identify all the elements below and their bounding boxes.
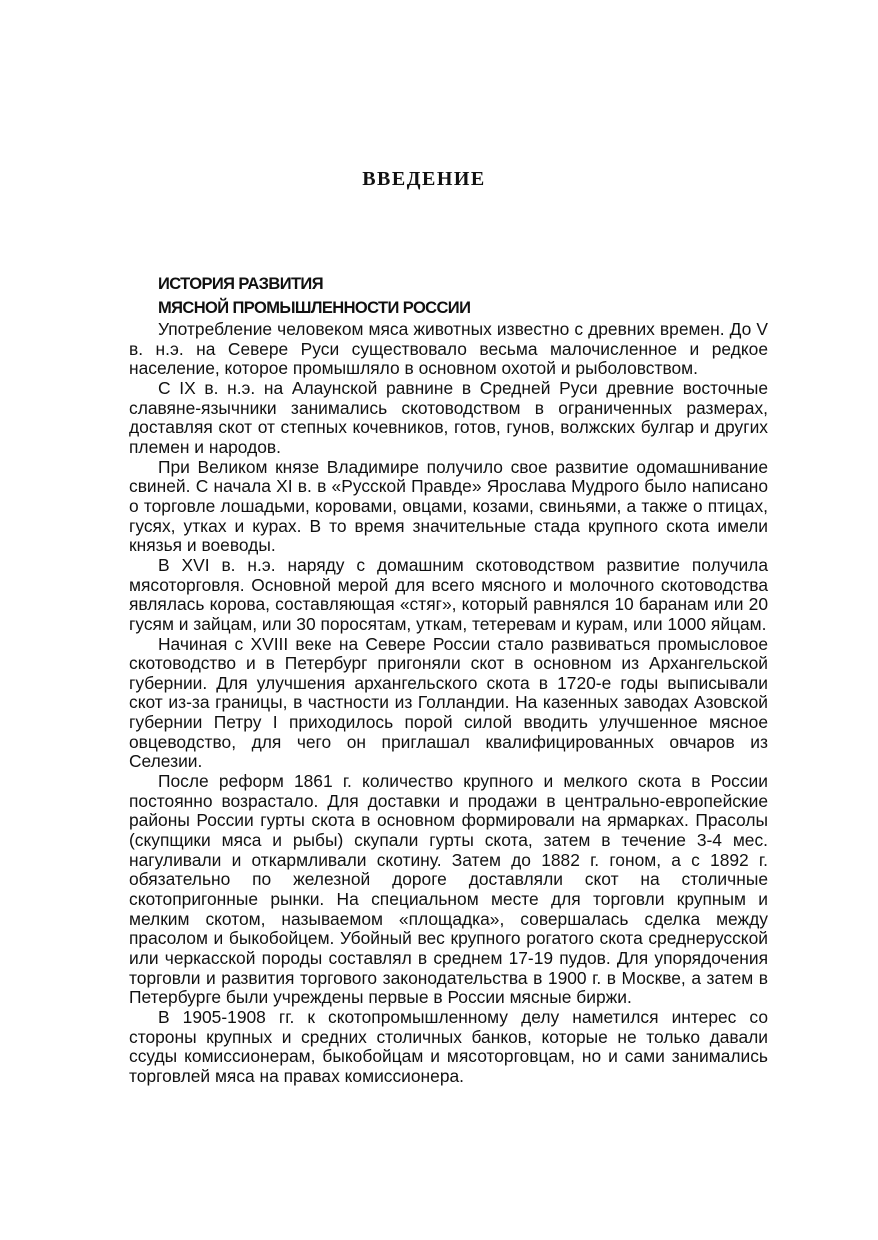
paragraph-3: При Великом князе Владимире получило свое развитие одомашнивание свиней. С начала XI в. в «Русской Правде» Ярослава Мудрого было написано о торговле лошадьми, коровами, овцами, козами, свиньями, а также о птицах, гусях, утках и курах. В то время значительные стада крупного скота имели князья и воеводы. — [129, 456, 768, 556]
page-title: ВВЕДЕНИЕ — [362, 168, 486, 190]
paragraph-4: В XVI в. н.э. наряду с домашним скотоводством развитие получила мясоторговля. Основной мерой для всего мясного и молочного скотоводства являлась корова, составляющая «стяг», который равнялся 10 баранам или 20 гусям и зайцам, или 30 поросятам, уткам, тетеревам и курам, или 1000 яйцам. — [129, 554, 768, 634]
paragraph-5: Начиная с XVIII веке на Севере России стало развиваться промысловое скотоводство и в Петербург пригоняли скот в основном из Архангельской губернии. Для улучшения архангельского скота в 1720-е годы выписывали скот из-за границы, в частности из Голландии. На казенных заводах Азовской губернии Петру I приходилось порой силой вводить улучшенное мясное овцеводство, для чего он приглашал квалифицированных овчаров из Селезии. — [129, 633, 768, 772]
section-heading-line-1: ИСТОРИЯ РАЗВИТИЯ — [158, 275, 323, 293]
paragraph-6: После реформ 1861 г. количество крупного и мелкого скота в России постоянно возрастало. Для доставки и продажи в центрально-европейские районы России гурты скота в основном формировали на ярмарках. Прасолы (скупщики мяса и рыбы) скупали гурты скота, затем в течение 3-4 мес. нагуливали и откармливали скотину. Затем до 1882 г. гоном, а с 1892 г. обязательно по железной дороге доставляли скот на столичные скотопригонные рынки. На специальном месте для торговли крупным и мелким скотом, называемом «площадка», совершалась сделка между прасолом и быкобойцем. Убойный вес крупного рогатого скота среднерусской или черкасской породы составлял в среднем 17-19 пудов. Для упорядочения торговли и развития торгового законодательства в 1900 г. в Москве, а затем в Петербурге были учреждены первые в России мясные биржи. — [129, 771, 768, 1008]
section-heading-line-2: МЯСНОЙ ПРОМЫШЛЕННОСТИ РОССИИ — [158, 299, 471, 317]
paragraph-7: В 1905-1908 гг. к скотопромышленному делу наметился интерес со стороны крупных и средних столичных банков, которые не только давали ссуды комиссионерам, быкобойцам и мясоторговцам, но и сами занимались торговлей мяса на правах комиссионера. — [129, 1006, 768, 1086]
paragraph-1: Употребление человеком мяса животных известно с древних времен. До V в. н.э. на Севере Руси существовало весьма малочисленное и редкое население, которое промышляло в основном охотой и рыболовством. — [129, 319, 768, 379]
body-text — [129, 320, 768, 1087]
paragraph-2: С IX в. н.э. на Алаунской равнине в Средней Руси древние восточные славяне-язычники занимались скотоводством в ограниченных размерах, доставляя скот от степных кочевников, готов, гунов, волжских булгар и других племен и народов. — [129, 377, 768, 457]
section-heading — [158, 272, 470, 320]
